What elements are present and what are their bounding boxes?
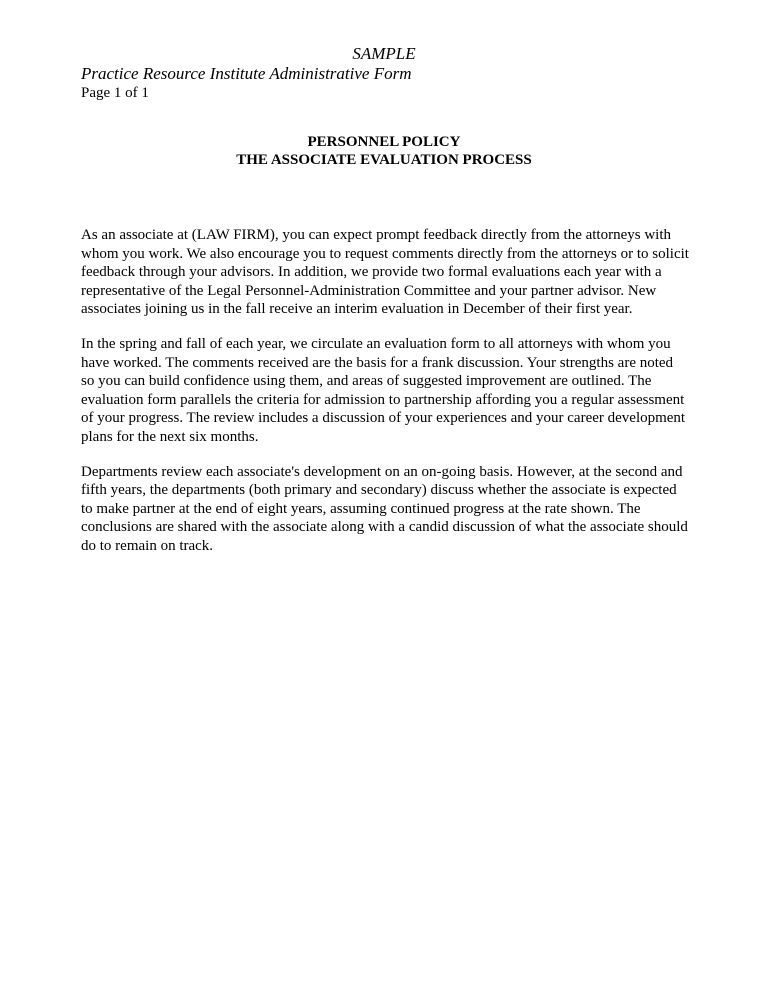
body-paragraph-2: In the spring and fall of each year, we circulate an evaluation form to all attorneys with whom you have worked. The comments received are the basis for a frank discussion. Your strengths are noted so you can build confidence using them, and areas of suggested improvement are outlined. The evaluation form parallels the criteria for admission to partnership affording you a regular assessment of your progress. The review includes a discussion of your experiences and your career development plans for the next six months. (81, 335, 686, 445)
body-paragraph-1: As an associate at (LAW FIRM), you can expect prompt feedback directly from the attorneys with whom you work. We also encourage you to request comments directly from the attorneys or to solicit feedback through your advisors. In addition, we provide two formal evaluations each year with a representative of the Legal Personnel-Administration Committee and your partner advisor. New associates joining us in the fall receive an interim evaluation in December of their first year. (81, 227, 689, 318)
policy-title (81, 133, 687, 169)
sample-heading: SAMPLE (352, 44, 416, 63)
policy-title-line-1: PERSONNEL POLICY (307, 134, 461, 150)
institute-form-title: Practice Resource Institute Administrative Form (81, 64, 412, 83)
document-header (81, 44, 687, 103)
policy-body (81, 226, 689, 572)
policy-title-line-2: THE ASSOCIATE EVALUATION PROCESS (236, 152, 532, 168)
body-paragraph-3: Departments review each associate's development on an on-going basis. However, at the second and fifth years, the departments (both primary and secondary) discuss whether the associate is expected to make partner at the end of eight years, assuming continued progress at the rate shown. The conclusions are shared with the associate along with a candid discussion of what the associate should do to remain on track. (81, 463, 688, 554)
page-number: Page 1 of 1 (81, 85, 149, 101)
